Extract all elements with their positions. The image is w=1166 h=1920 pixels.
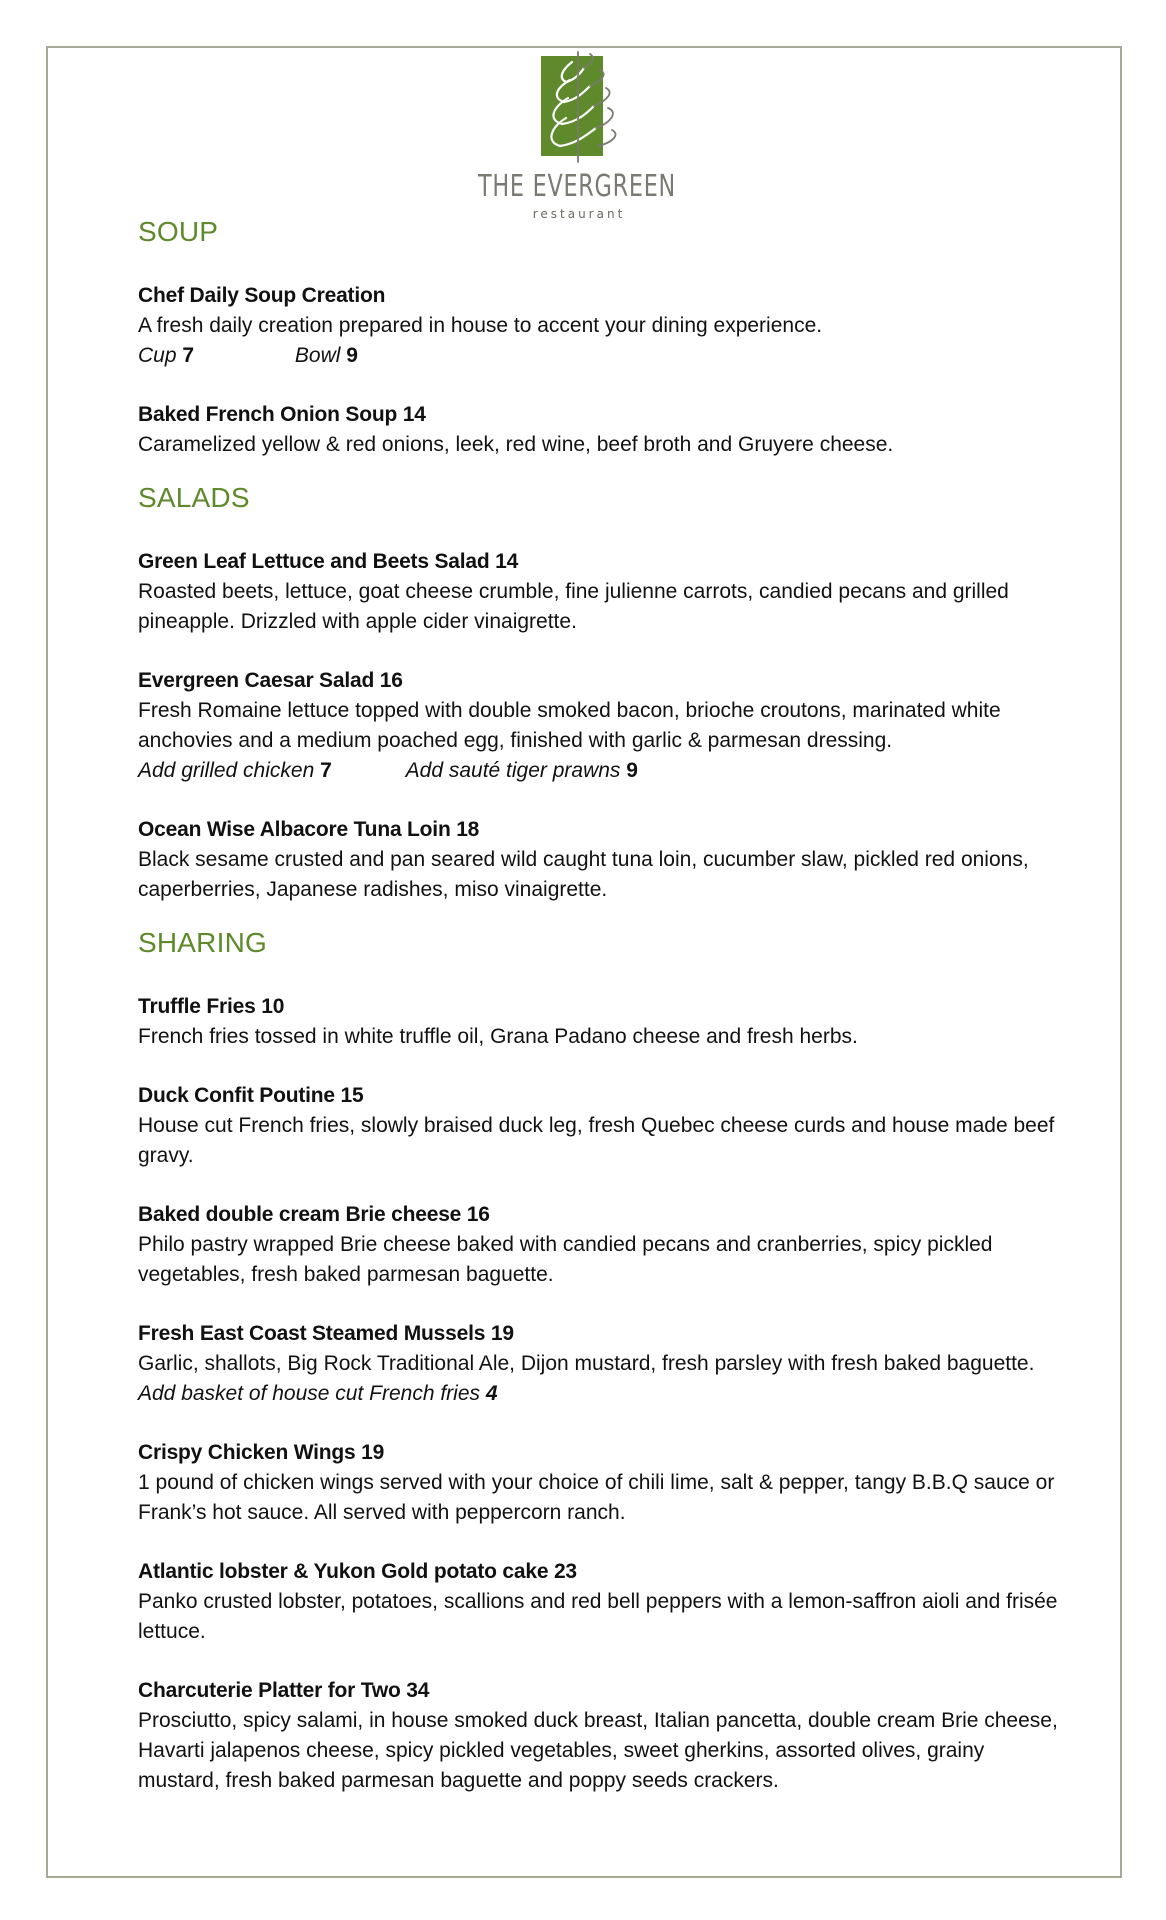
addon-prawns-label: Add sauté tiger prawns — [405, 759, 621, 782]
restaurant-subtitle: restaurant — [532, 207, 626, 221]
section-title: SALADS — [138, 482, 250, 513]
menu-item — [138, 1200, 1058, 1290]
item-description: Panko crusted lobster, potatoes, scallions and red bell peppers with a lemon-saffron aioli and frisée lettuce. — [138, 1590, 1058, 1643]
cup-label: Cup — [138, 344, 177, 367]
item-name: Evergreen Caesar Salad 16 — [138, 669, 403, 692]
item-name: Truffle Fries 10 — [138, 995, 285, 1018]
item-name: Atlantic lobster & Yukon Gold potato cake 23 — [138, 1560, 577, 1583]
addon-fries-price: 4 — [485, 1382, 498, 1405]
item-description: Caramelized yellow & red onions, leek, red wine, beef broth and Gruyere cheese. — [138, 433, 894, 456]
soup-size-options — [138, 341, 1058, 371]
item-description: Fresh Romaine lettuce topped with double smoked bacon, brioche croutons, marinated white anchovies and a medium poached egg, finished with garlic & parmesan dressing. — [138, 699, 1001, 752]
menu-item — [138, 1557, 1058, 1647]
menu-item — [138, 815, 1058, 905]
restaurant-name: THE EVERGREEN — [477, 169, 676, 204]
menu-item — [138, 666, 1058, 786]
addon-chicken-label: Add grilled chicken — [138, 759, 315, 782]
section-title: SHARING — [138, 927, 267, 958]
menu-item — [138, 1319, 1058, 1409]
addon-chicken-price: 7 — [320, 759, 332, 782]
item-description: Black sesame crusted and pan seared wild caught tuna loin, cucumber slaw, pickled red onions, caperberries, Japanese radishes, miso vinaigrette. — [138, 848, 1029, 901]
item-name: Baked double cream Brie cheese 16 — [138, 1203, 490, 1226]
menu-content — [138, 214, 1058, 1825]
item-description: House cut French fries, slowly braised duck leg, fresh Quebec cheese curds and house made beef gravy. — [138, 1114, 1055, 1167]
evergreen-logo — [472, 50, 682, 230]
cup-price: 7 — [182, 344, 195, 367]
menu-item — [138, 1676, 1058, 1796]
menu-item — [138, 1081, 1058, 1171]
item-description: Philo pastry wrapped Brie cheese baked with candied pecans and cranberries, spicy pickled vegetables, fresh baked parmesan baguette. — [138, 1233, 993, 1286]
item-description-text: Garlic, shallots, Big Rock Traditional Ale, Dijon mustard, fresh parsley with fresh baked baguette. — [138, 1352, 1035, 1375]
menu-item — [138, 1438, 1058, 1528]
section-title: SOUP — [138, 216, 219, 247]
item-name: Fresh East Coast Steamed Mussels 19 — [138, 1322, 514, 1345]
section-sharing — [138, 925, 1058, 1796]
item-description: Prosciutto, spicy salami, in house smoked duck breast, Italian pancetta, double cream Brie cheese, Havarti jalapenos cheese, spicy pickled vegetables, sweet gherkins, assorted olives, grainy mustard, fresh baked parmesan baguette and poppy seeds crackers. — [138, 1709, 1058, 1792]
item-name: Crispy Chicken Wings 19 — [138, 1441, 385, 1464]
item-description: French fries tossed in white truffle oil, Grana Padano cheese and fresh herbs. — [138, 1025, 858, 1048]
bowl-label: Bowl — [294, 344, 341, 367]
item-name: Ocean Wise Albacore Tuna Loin 18 — [138, 818, 480, 841]
item-name: Baked French Onion Soup 14 — [138, 403, 426, 426]
item-name: Duck Confit Poutine 15 — [138, 1084, 364, 1107]
menu-item — [138, 992, 1058, 1052]
item-description: A fresh daily creation prepared in house to accent your dining experience. — [138, 314, 823, 337]
item-description — [138, 1349, 1058, 1409]
item-name: Charcuterie Platter for Two 34 — [138, 1679, 430, 1702]
menu-item — [138, 400, 1058, 460]
section-salads — [138, 480, 1058, 905]
menu-item — [138, 547, 1058, 637]
section-soup — [138, 214, 1058, 460]
item-name: Green Leaf Lettuce and Beets Salad 14 — [138, 550, 519, 573]
addon-fries-label: Add basket of house cut French fries — [138, 1382, 481, 1405]
item-name: Chef Daily Soup Creation — [138, 284, 386, 307]
item-description: 1 pound of chicken wings served with your choice of chili lime, salt & pepper, tangy B.B.Q sauce or Frank’s hot sauce. All served with peppercorn ranch. — [138, 1471, 1055, 1524]
item-description: Roasted beets, lettuce, goat cheese crumble, fine julienne carrots, candied pecans and grilled pineapple. Drizzled with apple cider vinaigrette. — [138, 580, 1009, 633]
addon-prawns-price: 9 — [626, 759, 638, 782]
caesar-addons — [138, 756, 1058, 786]
menu-item — [138, 281, 1058, 371]
bowl-price: 9 — [346, 344, 358, 367]
